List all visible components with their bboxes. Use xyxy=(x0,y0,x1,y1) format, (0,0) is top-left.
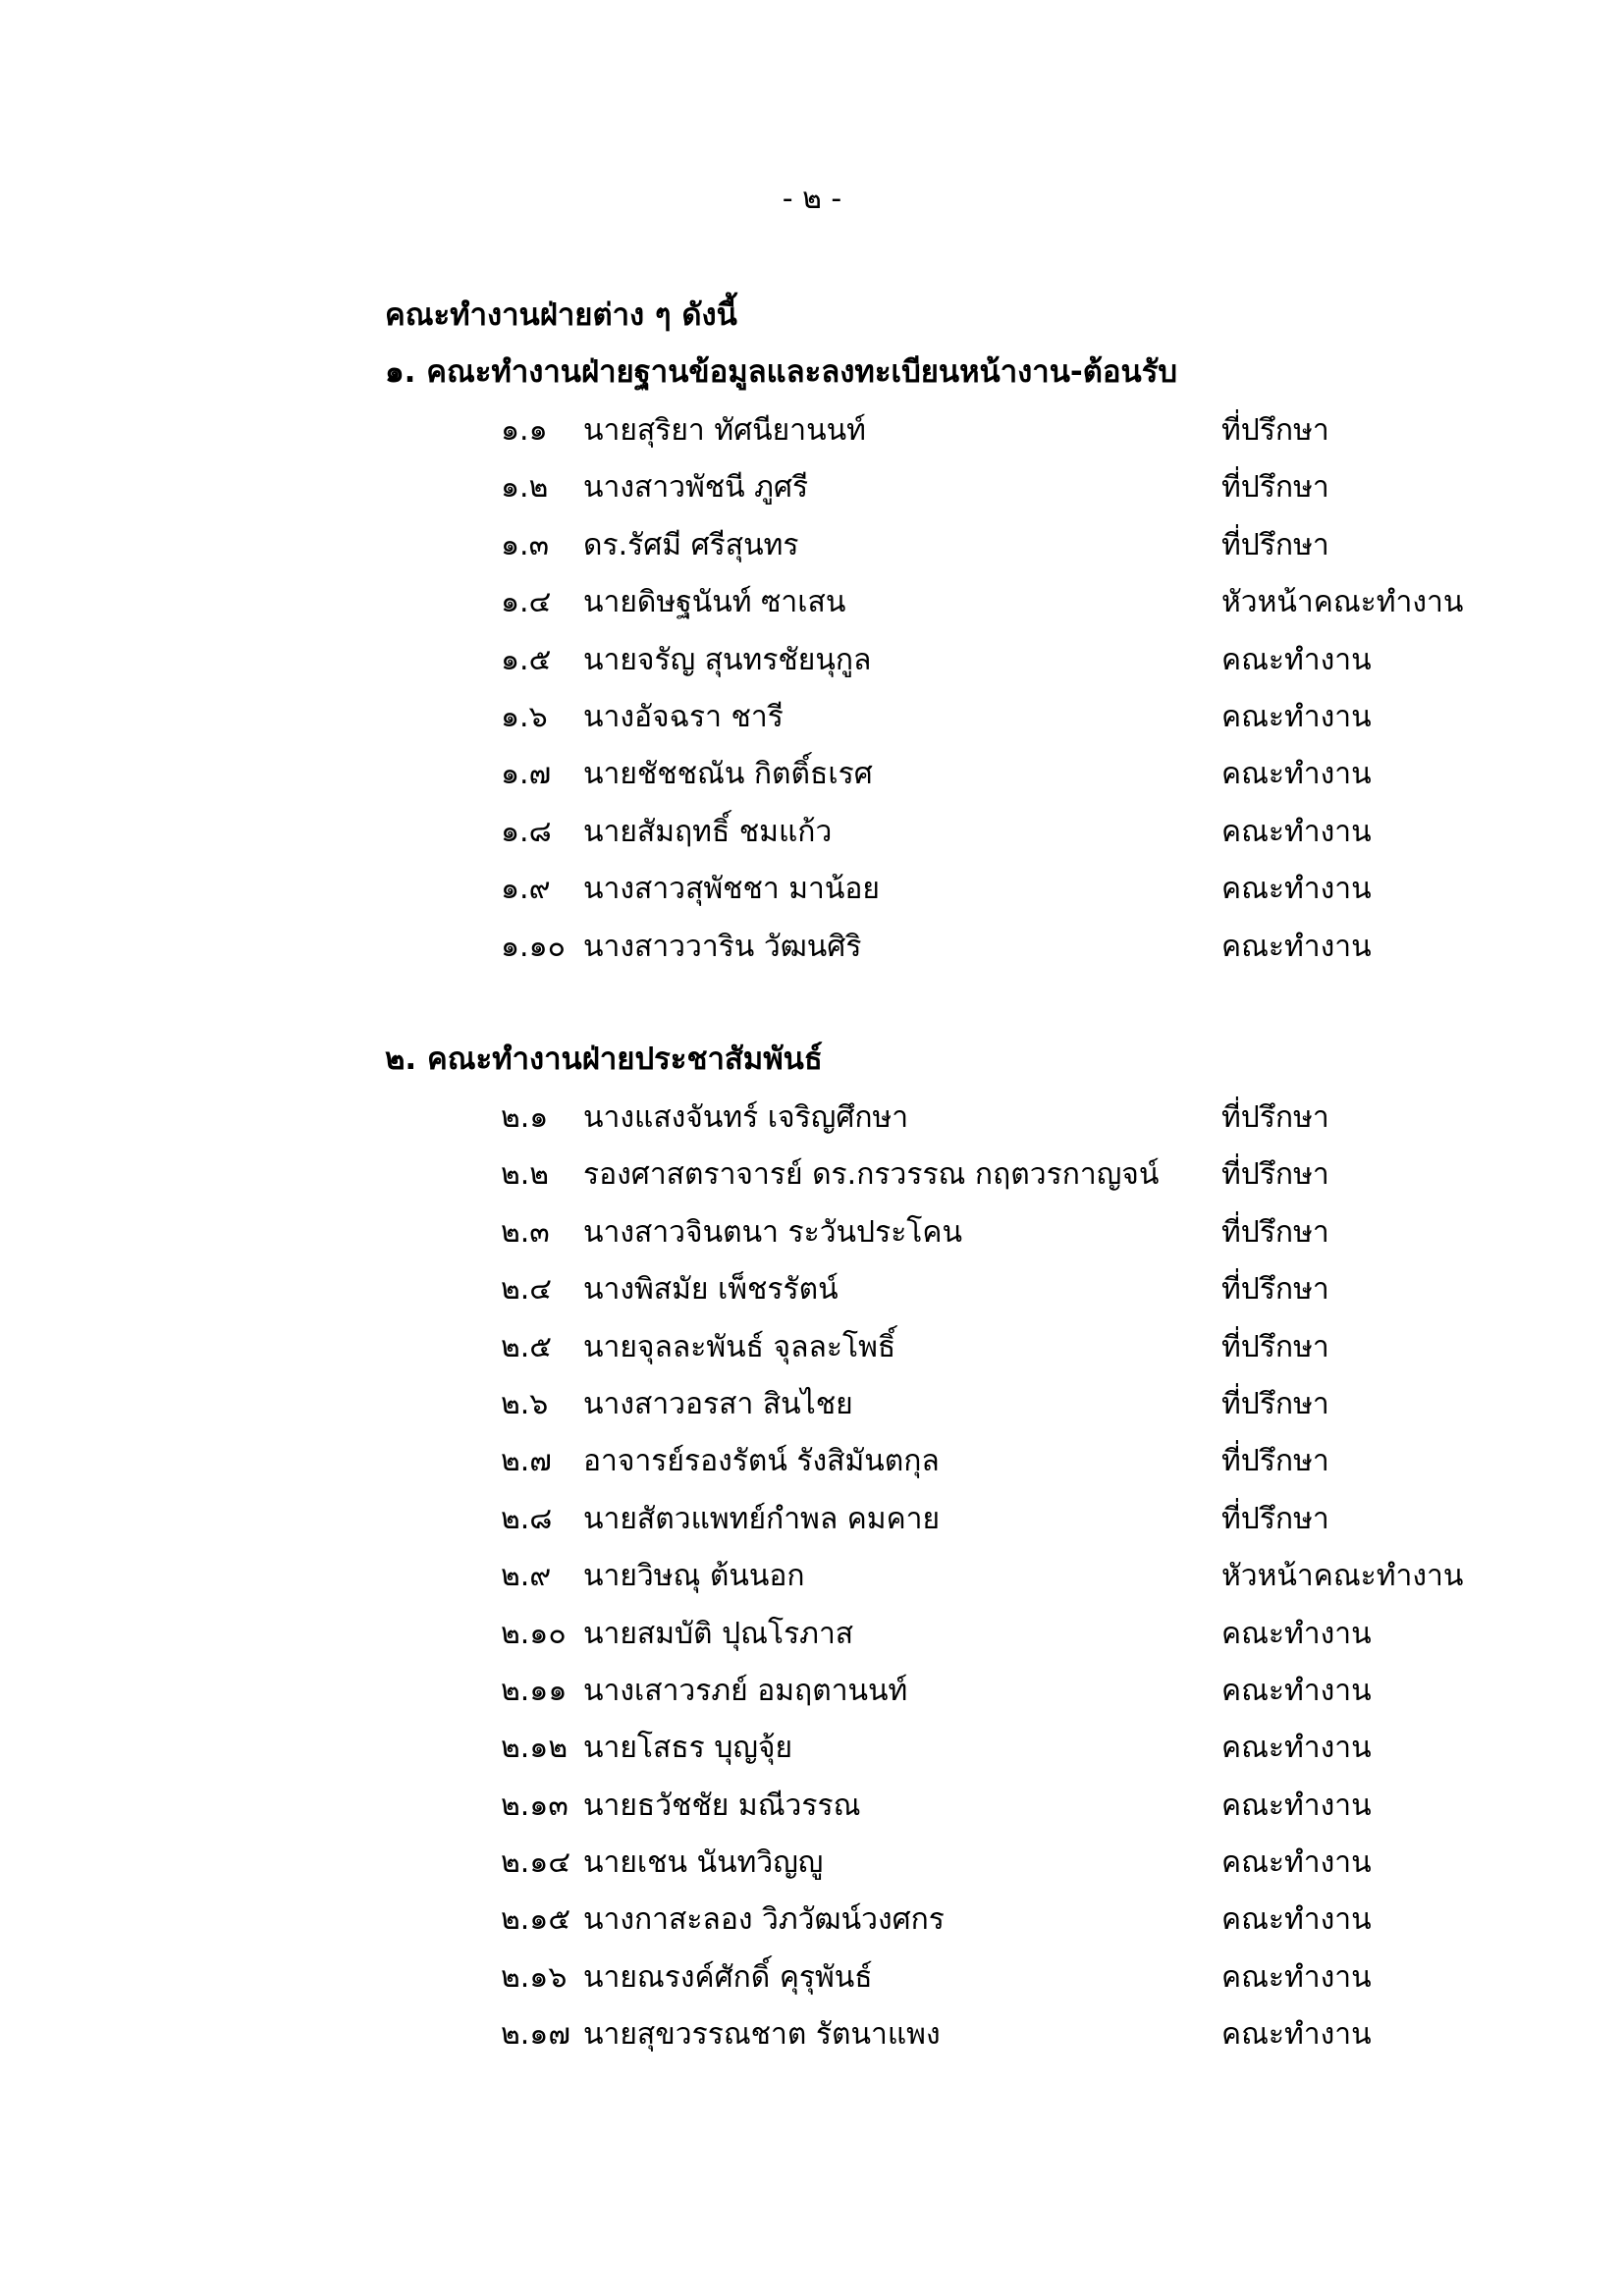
member-number: ๑.๔ xyxy=(501,585,552,620)
member-row xyxy=(385,1724,1514,1781)
member-name: นางแสงจันทร์ เจริญศึกษา xyxy=(583,1100,909,1135)
member-name: นางสาวอรสา สินไชย xyxy=(583,1386,853,1421)
member-row xyxy=(385,1495,1514,1552)
member-number: ๒.๗ xyxy=(501,1444,552,1479)
member-number: ๒.๑๔ xyxy=(501,1845,571,1881)
member-row xyxy=(385,1782,1514,1839)
member-name: นางสาวพัชนี ภูศรี xyxy=(583,470,809,506)
member-number: ๒.๙ xyxy=(501,1559,552,1594)
member-name: นางสาววาริน วัฒนศิริ xyxy=(583,929,862,964)
member-name: นางอัจฉรา ชารี xyxy=(583,699,784,734)
member-row xyxy=(385,1953,1514,2010)
member-name: รองศาสตราจารย์ ดร.กรวรรณ กฤตวรกาญจน์ xyxy=(583,1157,1160,1193)
member-name: นางพิสมัย เพ็ชรรัตน์ xyxy=(583,1272,839,1308)
member-number: ๑.๑๐ xyxy=(501,929,566,964)
member-role: คณะทำงาน xyxy=(1221,1788,1372,1823)
member-row xyxy=(385,1265,1514,1322)
member-row xyxy=(385,578,1514,635)
member-row xyxy=(385,521,1514,578)
member-role: คณะทำงาน xyxy=(1221,1959,1372,1995)
member-name: นายสุริยา ทัศนียานนท์ xyxy=(583,413,866,448)
member-role: คณะทำงาน xyxy=(1221,929,1372,964)
member-role: ที่ปรึกษา xyxy=(1221,1444,1329,1479)
member-number: ๒.๓ xyxy=(501,1214,550,1250)
member-name: นายสัมฤทธิ์ ชมแก้ว xyxy=(583,814,833,849)
member-row xyxy=(385,808,1514,865)
member-role: ที่ปรึกษา xyxy=(1221,470,1329,506)
member-name: อาจารย์รองรัตน์ รังสิมันตกุล xyxy=(583,1444,940,1479)
member-number: ๒.๑ xyxy=(501,1100,549,1135)
member-role: ที่ปรึกษา xyxy=(1221,1272,1329,1308)
member-name: นางเสาวรภย์ อมฤตานนท์ xyxy=(583,1673,908,1708)
intro-heading: คณะทำงานฝ่ายต่าง ๆ ดังนี้ xyxy=(385,297,737,333)
member-number: ๒.๑๕ xyxy=(501,1902,571,1938)
member-role: คณะทำงาน xyxy=(1221,1616,1372,1651)
member-role: ที่ปรึกษา xyxy=(1221,1329,1329,1364)
member-number: ๑.๙ xyxy=(501,872,551,907)
member-number: ๒.๘ xyxy=(501,1501,553,1536)
section-database-registration xyxy=(385,347,1514,980)
member-number: ๑.๖ xyxy=(501,699,548,734)
member-number: ๑.๘ xyxy=(501,814,552,849)
member-row xyxy=(385,1380,1514,1437)
member-role: หัวหน้าคณะทำงาน xyxy=(1221,1559,1464,1594)
member-role: ที่ปรึกษา xyxy=(1221,1157,1329,1193)
member-name: นายสุขวรรณชาต รัตนาแพง xyxy=(583,2017,941,2053)
member-name: ดร.รัศมี ศรีสุนทร xyxy=(583,527,799,562)
member-role: ที่ปรึกษา xyxy=(1221,1214,1329,1250)
member-row xyxy=(385,1437,1514,1494)
member-name: นายวิษณุ ต้นนอก xyxy=(583,1559,805,1594)
member-row xyxy=(385,406,1514,463)
member-row xyxy=(385,636,1514,693)
member-role: คณะทำงาน xyxy=(1221,1902,1372,1938)
member-number: ๑.๒ xyxy=(501,470,549,506)
section-heading: ๑. คณะทำงานฝ่ายฐานข้อมูลและลงทะเบียนหน้างาน-ต้อนรับ xyxy=(385,354,1178,390)
member-role: คณะทำงาน xyxy=(1221,642,1372,677)
member-number: ๑.๗ xyxy=(501,757,552,792)
member-row xyxy=(385,1839,1514,1896)
member-name: นางสาวจินตนา ระวันประโคน xyxy=(583,1214,963,1250)
member-number: ๑.๑ xyxy=(501,413,548,448)
member-row xyxy=(385,1610,1514,1667)
page-number: - ๒ - xyxy=(782,182,842,216)
member-role: คณะทำงาน xyxy=(1221,814,1372,849)
member-name: นางกาสะลอง วิภวัฒน์วงศกร xyxy=(583,1902,945,1938)
member-row xyxy=(385,1896,1514,1952)
member-role: คณะทำงาน xyxy=(1221,699,1372,734)
member-role: หัวหน้าคณะทำงาน xyxy=(1221,585,1464,620)
member-row xyxy=(385,1667,1514,1724)
member-role: คณะทำงาน xyxy=(1221,1731,1372,1766)
member-row xyxy=(385,1094,1514,1150)
member-name: นายสมบัติ ปุณโรภาส xyxy=(583,1616,854,1651)
member-row xyxy=(385,923,1514,980)
member-name: นายธวัชชัย มณีวรรณ xyxy=(583,1788,861,1823)
member-role: คณะทำงาน xyxy=(1221,1845,1372,1881)
member-row xyxy=(385,463,1514,520)
member-name: นายเชน นันทวิญญู xyxy=(583,1845,824,1881)
member-number: ๒.๒ xyxy=(501,1157,550,1193)
member-number: ๒.๑๐ xyxy=(501,1616,567,1651)
member-role: คณะทำงาน xyxy=(1221,2017,1372,2053)
member-role: คณะทำงาน xyxy=(1221,872,1372,907)
member-number: ๒.๔ xyxy=(501,1272,553,1308)
member-number: ๒.๑๓ xyxy=(501,1788,568,1823)
member-number: ๒.๑๑ xyxy=(501,1673,568,1708)
member-number: ๒.๕ xyxy=(501,1329,553,1364)
member-row xyxy=(385,865,1514,922)
section-heading: ๒. คณะทำงานฝ่ายประชาสัมพันธ์ xyxy=(385,1041,823,1077)
member-role: ที่ปรึกษา xyxy=(1221,1386,1329,1421)
member-row xyxy=(385,1208,1514,1265)
member-name: นางสาวสุพัชชา มาน้อย xyxy=(583,872,880,907)
member-row xyxy=(385,1552,1514,1609)
member-name: นายดิษฐนันท์ ซาเสน xyxy=(583,585,846,620)
member-name: นายจุลละพันธ์ จุลละโพธิ์ xyxy=(583,1329,896,1364)
member-row xyxy=(385,2010,1514,2067)
member-role: ที่ปรึกษา xyxy=(1221,413,1329,448)
member-number: ๑.๓ xyxy=(501,527,550,562)
member-row xyxy=(385,1323,1514,1380)
member-number: ๒.๑๒ xyxy=(501,1731,568,1766)
member-row xyxy=(385,1150,1514,1207)
member-number: ๑.๕ xyxy=(501,642,552,677)
member-name: นายจรัญ สุนทรชัยนุกูล xyxy=(583,642,872,677)
member-role: ที่ปรึกษา xyxy=(1221,1501,1329,1536)
member-role: คณะทำงาน xyxy=(1221,757,1372,792)
member-list xyxy=(385,1094,1514,2068)
member-name: นายสัตวแพทย์กำพล คมคาย xyxy=(583,1501,941,1536)
member-name: นายโสธร บุญจุ้ย xyxy=(583,1731,793,1766)
section-public-relations xyxy=(385,1035,1514,2068)
member-name: นายณรงค์ศักดิ์ คุรุพันธ์ xyxy=(583,1959,873,1995)
member-name: นายชัชชณัน กิตติ์ธเรศ xyxy=(583,757,873,792)
member-role: ที่ปรึกษา xyxy=(1221,527,1329,562)
member-number: ๒.๑๖ xyxy=(501,1959,568,1995)
member-role: คณะทำงาน xyxy=(1221,1673,1372,1708)
member-number: ๒.๖ xyxy=(501,1386,549,1421)
member-list xyxy=(385,406,1514,980)
member-role: ที่ปรึกษา xyxy=(1221,1100,1329,1135)
member-number: ๒.๑๗ xyxy=(501,2017,570,2053)
member-row xyxy=(385,693,1514,750)
member-row xyxy=(385,750,1514,807)
